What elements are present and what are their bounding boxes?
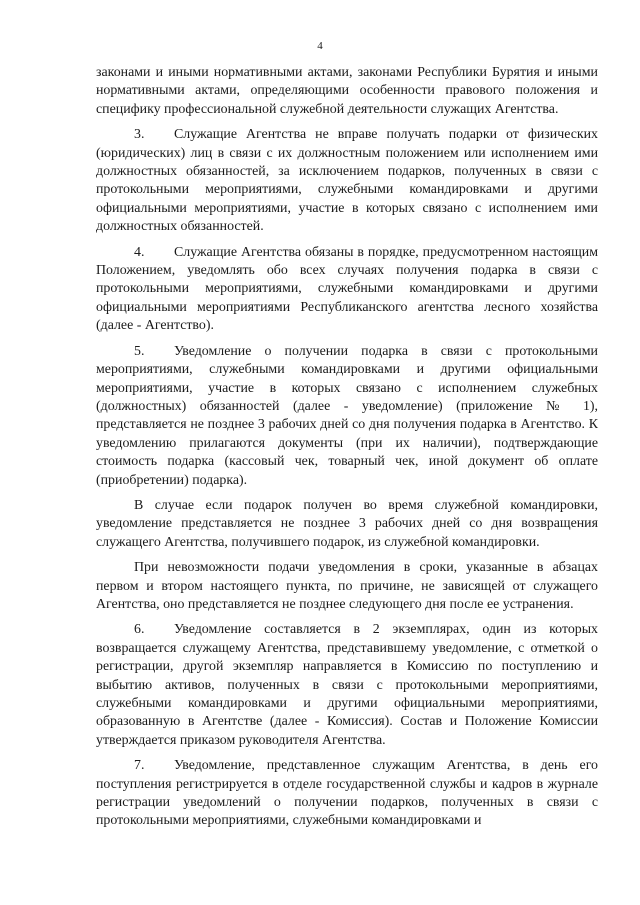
paragraph-text: Служащие Агентства не вправе получать подарки от физических (юридических) лиц в связи с их должностным положением или исполнением ими должностных обязанностей, за исключением подарков, полученных в связи с протокольными мероприятиями, служебными командировками и другими официальными мероприятиями, участие в которых связано с исполнением ими должностных обязанностей. xyxy=(96,127,598,235)
item-number: 7. xyxy=(134,758,145,774)
paragraph-text: Служащие Агентства обязаны в порядке, предусмотренном настоящим Положением, уведомлять обо всех случаях получения подарка в связи с протокольными мероприятиями, служебными командировками и другими официальными мероприятиями Республиканского агентства лесного хозяйства (далее - Агентство). xyxy=(96,244,598,334)
paragraph-continuation xyxy=(96,64,598,119)
item-number: 5. xyxy=(134,343,145,359)
paragraph-item-6 xyxy=(96,621,598,750)
item-number: 4. xyxy=(134,244,145,260)
paragraph-text: При невозможности подачи уведомления в сроки, указанные в абзацах первом и втором настоящего пункта, по причине, не зависящей от служащего Агентства, оно представляется не позднее следующего дня после ее устранения. xyxy=(96,560,598,612)
page-number: 4 xyxy=(317,40,323,52)
paragraph-item-5-third xyxy=(96,559,598,614)
paragraph-item-5-second xyxy=(96,497,598,552)
paragraph-text: законами и иными нормативными актами, законами Республики Бурятия и иными нормативными актами, определяющими особенности правового положения и специфику профессиональной служебной деятельности служащих Агентства. xyxy=(96,65,598,117)
document-body xyxy=(96,64,598,838)
paragraph-text: Уведомление, представленное служащим Агентства, в день его поступления регистрируется в отделе государственной службы и кадров в журнале регистрации уведомлений о получении подарков, полученных в связи с протокольными мероприятиями, служебными командировками и xyxy=(96,758,598,829)
paragraph-text: Уведомление составляется в 2 экземплярах, один из которых возвращается служащему Агентства, представившему уведомление, с отметкой о регистрации, другой экземпляр направляется в Комиссию по поступлению и выбытию активов, полученных в связи с протокольными мероприятиями, служебными командировками и другими официальными мероприятиями, образованную в Агентстве (далее - Комиссия). Состав и Положение Комиссии утверждается приказом руководителя Агентства. xyxy=(96,622,598,748)
paragraph-text: В случае если подарок получен во время служебной командировки, уведомление представляется не позднее 3 рабочих дней со дня возвращения служащего Агентства, получившего подарок, из служебной командировки. xyxy=(96,497,598,550)
item-number: 3. xyxy=(134,127,145,143)
paragraph-item-3 xyxy=(96,126,598,236)
paragraph-item-4 xyxy=(96,244,598,336)
paragraph-item-7 xyxy=(96,757,598,831)
item-number: 6. xyxy=(134,622,145,638)
paragraph-text: Уведомление о получении подарка в связи с протокольными мероприятиями, служебными командировками и другими официальными мероприятиями, участие в которых связано с исполнением служебных (должностных) обязанностей (далее - уведомление) (приложение № 1), представляется не позднее 3 рабочих дней со дня получения подарка в Агентство. К уведомлению прилагаются документы (при их наличии), подтверждающие стоимость подарка (кассовый чек, товарный чек, иной документ об оплате (приобретении) подарка). xyxy=(96,343,598,488)
paragraph-item-5 xyxy=(96,343,598,490)
